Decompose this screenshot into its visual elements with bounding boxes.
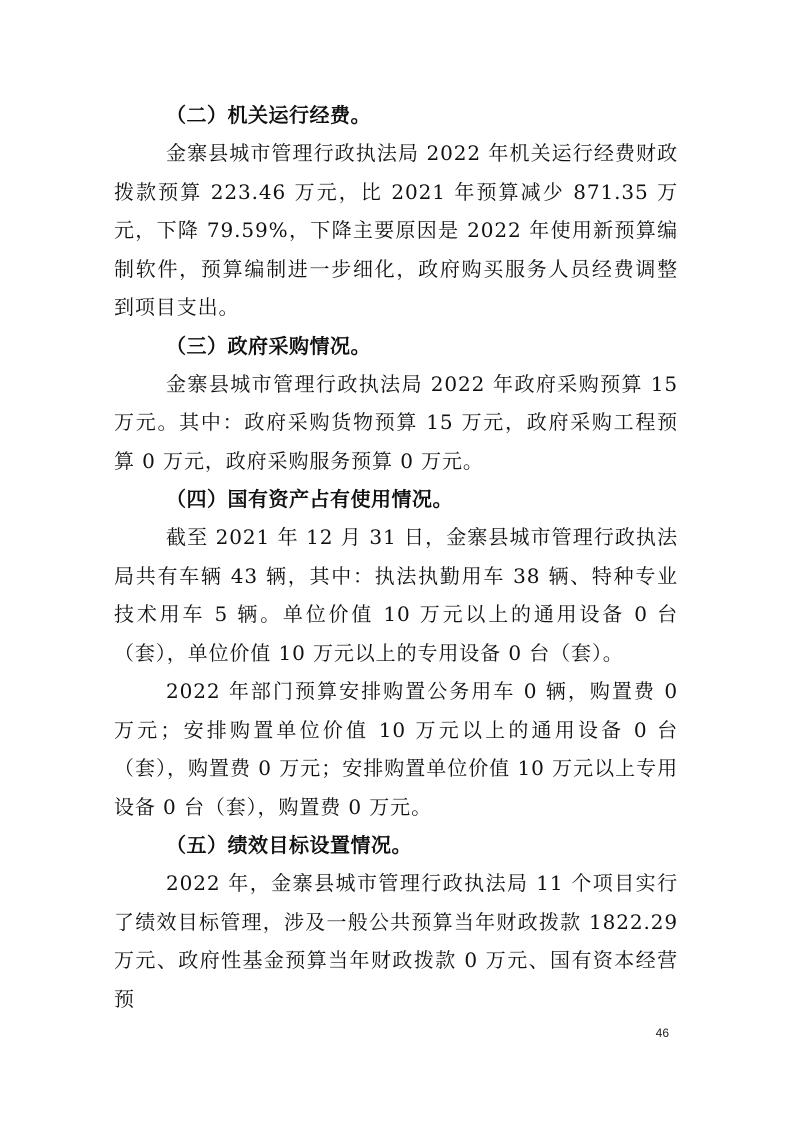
paragraph-agency-operating-costs: 金寨县城市管理行政执法局 2022 年机关运行经费财政拨款预算 223.46 万元，比 2021 年预算减少 871.35 万元，下降 79.59%，下降主要原因是 2022 年使用新预算编制软件，预算编制进一步细化，政府购买服务人员经费调整到项目支出。 — [114, 141, 678, 319]
paragraph-government-procurement: 金寨县城市管理行政执法局 2022 年政府采购预算 15 万元。其中：政府采购货物预算 15 万元，政府采购工程预算 0 万元，政府采购服务预算 0 万元。 — [114, 371, 678, 473]
section-heading-performance-targets: （五）绩效目标设置情况。 — [166, 833, 412, 857]
paragraph-performance-targets: 2022 年，金寨县城市管理行政执法局 11 个项目实行了绩效目标管理，涉及一般公共预算当年财政拨款 1822.29 万元、政府性基金预算当年财政拨款 0 万元、国有资本经营预 — [114, 871, 678, 1011]
section-heading-government-procurement: （三）政府采购情况。 — [166, 333, 371, 358]
paragraph-state-assets-purchases: 2022 年部门预算安排购置公务用车 0 辆，购置费 0 万元；安排购置单位价值 10 万元以上的通用设备 0 台（套），购置费 0 万元；安排购置单位价值 10 万元以上专用设备 0 台（套），购置费 0 万元。 — [114, 679, 678, 819]
page-content — [114, 96, 678, 1018]
paragraph-state-assets-vehicles: 截至 2021 年 12 月 31 日，金寨县城市管理行政执法局共有车辆 43 辆，其中：执法执勤用车 38 辆、特种专业技术用车 5 辆。单位价值 10 万元以上的通用设备 0 台（套），单位价值 10 万元以上的专用设备 0 台（套）。 — [114, 525, 678, 665]
section-heading-agency-operating-costs: （二）机关运行经费。 — [166, 103, 371, 127]
section-heading-state-assets: （四）国有资产占有使用情况。 — [166, 487, 453, 511]
page-number: 46 — [655, 1026, 669, 1040]
